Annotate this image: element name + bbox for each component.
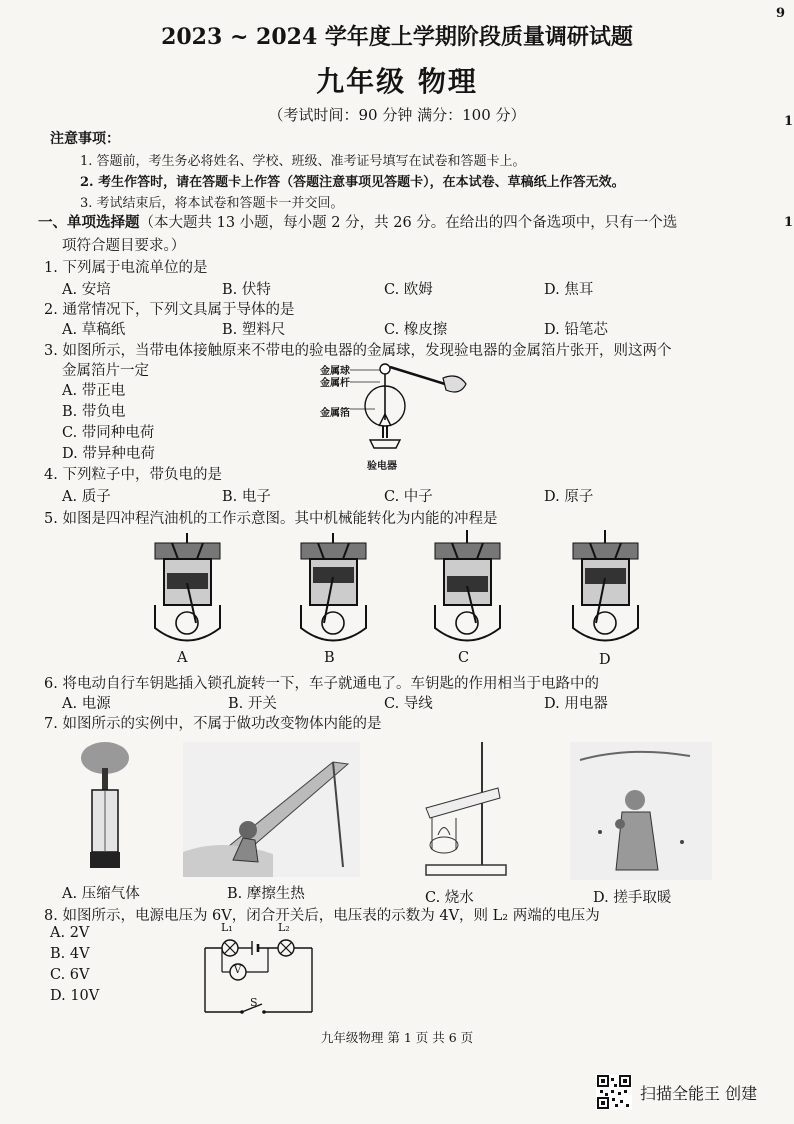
figure-label: A bbox=[177, 650, 188, 666]
circuit-diagram bbox=[200, 920, 320, 1020]
notes-heading: 注意事项： bbox=[50, 131, 120, 147]
figure-label: 金属杆 bbox=[320, 378, 350, 389]
figure-label: C bbox=[458, 650, 470, 666]
question-stem: 4. 下列粒子中，带负电的是 bbox=[44, 467, 222, 483]
note-item: 2. 考生作答时，请在答题卡上作答（答题注意事项见答题卡），在本试卷、草稿纸上作答无效。 bbox=[80, 175, 625, 190]
qr-code-icon bbox=[596, 1074, 632, 1110]
option: D. 原子 bbox=[544, 489, 594, 505]
option: C. 导线 bbox=[384, 696, 433, 712]
engine-figure-d bbox=[568, 530, 643, 648]
option: B. 塑料尺 bbox=[222, 322, 286, 338]
option: B. 电子 bbox=[222, 489, 271, 505]
option: C. 6V bbox=[50, 967, 90, 983]
engine-figure-a bbox=[150, 533, 225, 648]
slide-figure bbox=[183, 742, 360, 877]
question-stem: 1. 下列属于电流单位的是 bbox=[44, 260, 208, 276]
exam-info: （考试时间：90 分钟 满分：100 分） bbox=[268, 106, 526, 124]
margin-mark: 1 bbox=[784, 215, 794, 230]
question-stem-cont: 金属箔片一定 bbox=[62, 363, 149, 379]
note-item: 3. 考试结束后，将本试卷和答题卡一并交回。 bbox=[80, 196, 344, 211]
question-stem: 5. 如图是四冲程汽油机的工作示意图。其中机械能转化为内能的冲程是 bbox=[44, 511, 498, 527]
option: A. 2V bbox=[50, 925, 90, 941]
option: A. 安培 bbox=[62, 282, 111, 298]
option: D. 焦耳 bbox=[544, 282, 594, 298]
option: A. 草稿纸 bbox=[62, 322, 126, 338]
section-heading bbox=[38, 211, 677, 232]
question-stem: 3. 如图所示，当带电体接触原来不带电的验电器的金属球，发现验电器的金属箔片张开，则这两个 bbox=[44, 343, 672, 359]
section-desc: （本大题共 13 小题，每小题 2 分，共 26 分。在给出的四个备选项中，只有一个选 bbox=[139, 215, 678, 231]
circuit-label-l1: L₁ bbox=[221, 921, 233, 934]
section-title: 一、单项选择题 bbox=[38, 214, 140, 231]
option: C. 带同种电荷 bbox=[62, 425, 155, 441]
option: A. 电源 bbox=[62, 696, 111, 712]
option: C. 橡皮擦 bbox=[384, 322, 448, 338]
circuit-label-l2: L₂ bbox=[278, 921, 290, 934]
exam-subject: 九年级 物理 bbox=[316, 65, 478, 98]
section-desc-cont: 项符合题目要求。） bbox=[62, 238, 186, 254]
option: D. 10V bbox=[50, 988, 100, 1004]
electroscope-figure bbox=[350, 362, 480, 457]
engine-figure-b bbox=[296, 533, 371, 648]
circuit-label-s: S bbox=[250, 996, 258, 1009]
option: B. 4V bbox=[50, 946, 90, 962]
option: D. 带异种电荷 bbox=[62, 446, 155, 462]
figure-label: 验电器 bbox=[367, 461, 397, 472]
rubbing-hands-figure bbox=[570, 742, 712, 880]
margin-mark: 9 bbox=[776, 6, 786, 21]
engine-figure-c bbox=[430, 530, 505, 648]
option: B. 伏特 bbox=[222, 282, 271, 298]
figure-label: 金属球 bbox=[320, 366, 350, 377]
boiling-figure bbox=[408, 740, 518, 880]
figure-label: B bbox=[324, 650, 335, 666]
figure-label: 金属箔 bbox=[320, 408, 350, 419]
scanner-watermark: 扫描全能王 创建 bbox=[640, 1084, 758, 1103]
option: A. 压缩气体 bbox=[62, 886, 140, 902]
figure-label: D bbox=[599, 652, 611, 668]
question-stem: 2. 通常情况下，下列文具属于导体的是 bbox=[44, 302, 295, 318]
option: D. 搓手取暖 bbox=[593, 890, 672, 906]
circuit-label-v: V bbox=[234, 965, 242, 976]
pump-figure bbox=[70, 738, 140, 878]
option: B. 摩擦生热 bbox=[227, 886, 305, 902]
option: B. 带负电 bbox=[62, 404, 126, 420]
option: D. 铅笔芯 bbox=[544, 322, 608, 338]
option: C. 烧水 bbox=[425, 890, 474, 906]
option: C. 中子 bbox=[384, 489, 433, 505]
question-stem: 8. 如图所示，电源电压为 6V，闭合开关后，电压表的示数为 4V，则 L₂ 两端的电压为 bbox=[44, 908, 600, 924]
question-stem: 7. 如图所示的实例中，不属于做功改变物体内能的是 bbox=[44, 716, 382, 732]
option: A. 带正电 bbox=[62, 383, 126, 399]
option: C. 欧姆 bbox=[384, 282, 433, 298]
note-item: 1. 答题前，考生务必将姓名、学校、班级、准考证号填写在试卷和答题卡上。 bbox=[80, 154, 526, 169]
page-footer: 九年级物理 第 1 页 共 6 页 bbox=[320, 1030, 474, 1045]
option: B. 开关 bbox=[228, 696, 277, 712]
question-stem: 6. 将电动自行车钥匙插入锁孔旋转一下，车子就通电了。车钥匙的作用相当于电路中的 bbox=[44, 676, 599, 692]
exam-title: 2023 ~ 2024 学年度上学期阶段质量调研试题 bbox=[161, 24, 633, 50]
option: D. 用电器 bbox=[544, 696, 608, 712]
option: A. 质子 bbox=[62, 489, 111, 505]
margin-mark: 1 bbox=[784, 114, 794, 129]
